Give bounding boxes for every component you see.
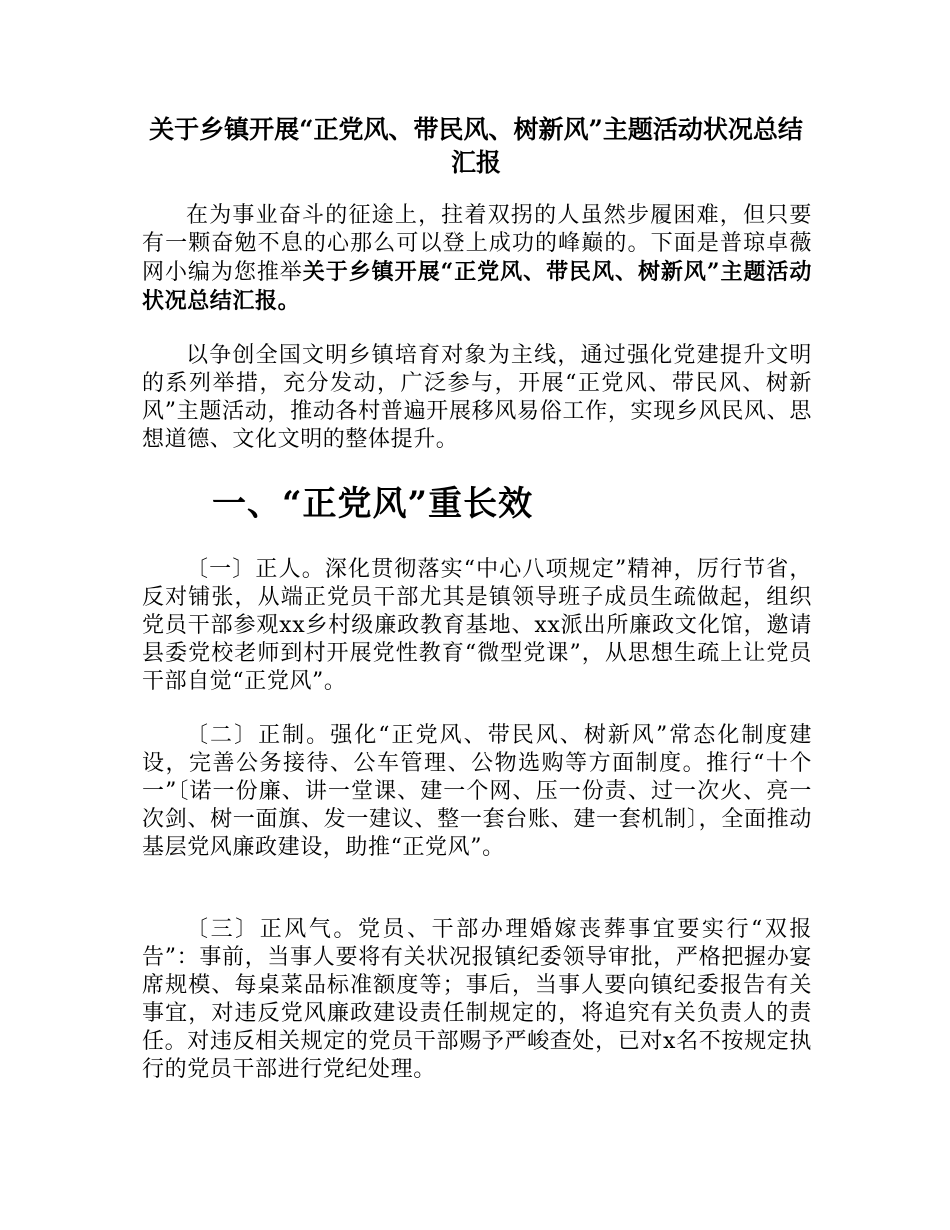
section-heading: 一、“正党风”重长效 [212, 484, 534, 524]
intro-text: 在为事业奋斗的征途上，拄着双拐的人虽然步履困难，但只要有一颗奋勉不息的心那么可以登上成功的峰巅的。下面是普琼卓薇网小编为您推举 [142, 203, 812, 285]
intro-bold-text: 关于乡镇开展“正党风、带民风、树新风”主题活动状况总结汇报。 [142, 259, 812, 314]
section-item-3: 〔三〕正风气。党员、干部办理婚嫁丧葬事宜要实行“双报告”：事前，当事人要将有关状况报镇纪委领导审批，严格把握办宴席规模、每桌菜品标准额度等；事后，当事人要向镇纪委报告有关事宜，对违反党风廉政建设责任制规定的，将追究有关负责人的责任。对违反相关规定的党员干部赐予严峻查处，已对x名不按规定执行的党员干部进行党纪处理。 [142, 917, 812, 1082]
section-item-1: 〔一〕正人。深化贯彻落实“中心八项规定”精神，厉行节省，反对铺张，从端正党员干部尤其是镇领导班子成员生疏做起，组织党员干部参观xx乡村级廉政教育基地、xx派出所廉政文化馆，邀请县委党校老师到村开展党性教育“微型党课”，从思想生疏上让党员干部自觉“正党风”。 [142, 557, 812, 694]
document-title: 关于乡镇开展“正党风、带民风、树新风”主题活动状况总结汇报 [149, 115, 803, 177]
lead-paragraph: 以争创全国文明乡镇培育对象为主线，通过强化党建提升文明的系列举措，充分发动，广泛参与，开展“正党风、带民风、树新风”主题活动，推动各村普遍开展移风易俗工作，实现乡风民风、思想道德、文化文明的整体提升。 [142, 343, 812, 452]
section-item-2: 〔二〕正制。强化“正党风、带民风、树新风”常态化制度建设，完善公务接待、公车管理、公物选购等方面制度。推行“十个一”〔诺一份廉、讲一堂课、建一个网、压一份责、过一次火、亮一次剑、树一面旗、发一建议、整一套台账、建一套机制〕，全面推动基层党风廉政建设，助推“正党风”。 [142, 723, 812, 860]
intro-paragraph [142, 202, 812, 316]
